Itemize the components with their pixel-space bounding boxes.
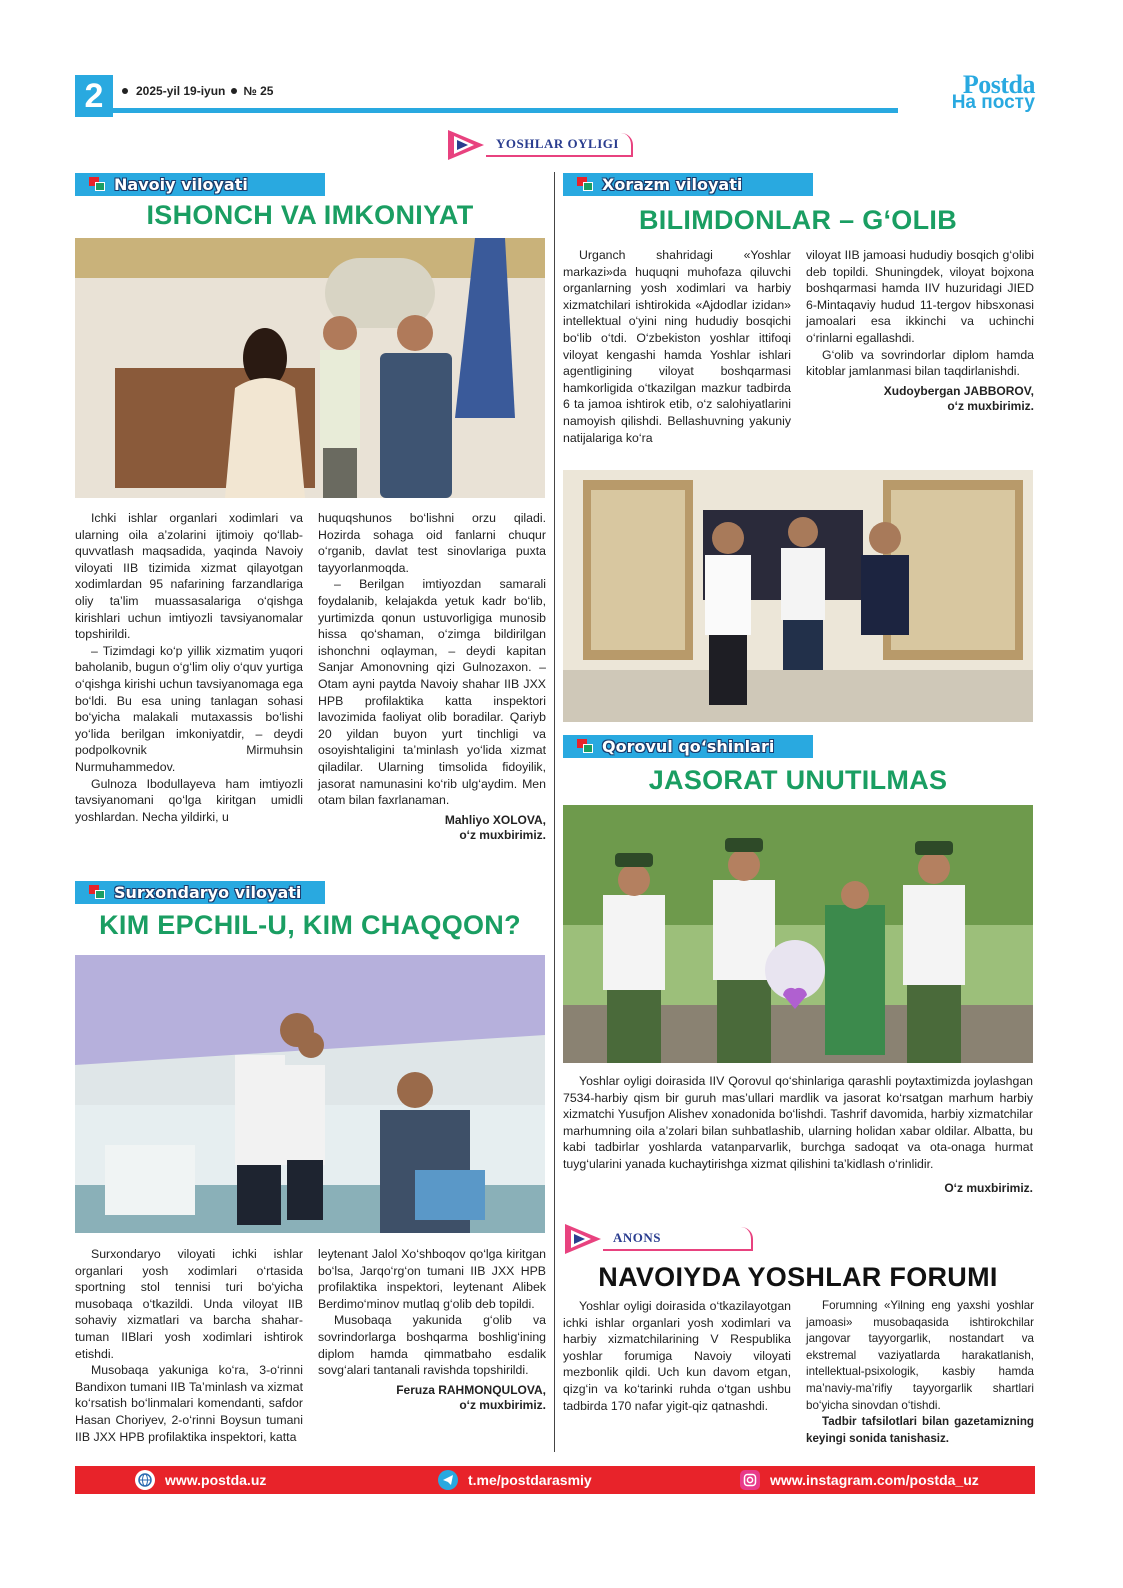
page-number: 2 [75,75,113,117]
article4-body: Yoshlar oyligi doirasida IIV Qorovul qo‘shinlariga qarashli poytaxtimizda joylashgan 7534-harbiy qism bir guruh mas’ullari mardlik va jasorat ko‘rsatgan marhum harbiy xizmatchi Yusufjon Alishev xonadonida bo‘lishdi. Tashrif davomida, harbiy xizmatchilar marhumning oila a’zolari bilan suhbatlashib, ularning holidan xabar oldilar. Albatta, bu kabi tadbirlar yoshlarda vatanparvarlik, burchga sadoqat va ota-onaga hurmat tuyg‘ularini yanada kuchaytirishga xizmat qilishini ta’kidlash o‘rinlidir. O‘z muxbirimiz. [563,1074,1033,1195]
section-label-xorazm: Xorazm viloyati [563,173,813,196]
globe-icon [135,1470,155,1490]
logo-line1: Postda [962,70,1035,99]
headline-2: BILIMDONLAR – G‘OLIB [639,205,957,235]
headline-4: JASORAT UNUTILMAS [648,765,948,795]
section-label-navoiy: Navoiy viloyati [75,173,325,196]
photo-table-tennis [75,955,545,1233]
play-triangle-icon [563,1222,603,1256]
anons-banner [563,1226,753,1252]
section-label-qorovul: Qorovul qo‘shinlari [563,735,813,758]
photo-award-ceremony [75,238,545,498]
footer-bar [75,1466,1035,1494]
section-icon [89,177,106,192]
section-icon [89,885,106,900]
section-icon [577,177,594,192]
instagram-icon [740,1470,760,1490]
rubric-title: YOSHLAR OYLIGI [486,133,633,157]
issue-number: № 25 [243,84,274,98]
article3-col1: Surxondaryo viloyati ichki ishlar organlari yosh xodimlari o‘rtasida sportning stol tennisi turi bo‘yicha musobaqa o‘tkazildi. Unda viloyat IIB sohaviy xizmatlari va barcha shahar-tuman IIBlari yosh xodimlari ishtirok etishdi. Musobaqa yakuniga ko‘ra, 3-o‘rinni Bandixon tumani IIB Ta’minlash va xizmat ko‘rsatish bo‘linmalari komendanti, safdor Hasan Choriyev, 2-o‘rinni Boysun tumani IIB JXX HPB profilaktika inspektori, katta [75,1247,303,1444]
article5-col1: Yoshlar oyligi doirasida o‘tkazilayotgan ichki ishlar organlari yosh xodimlari va harbiy xizmatchilarining V Respublika yoshlar forumiga Navoiy viloyati mezbonlik qildi. Uch kun davom etgan, qizg‘in va ko‘tarinki ruhda o‘tgan ushbu tadbirda 170 nafar yigit-qiz qatnashdi. [563,1299,791,1413]
byline: Feruza RAHMONQULOVA, o‘z muxbirimiz. [396,1382,546,1412]
article2-col2: viloyat IIB jamoasi hududiy bosqich g‘olibi deb topildi. Shuningdek, viloyat bojxona boshqarmasi hamda IIV huzuridagi JIED 6-Mintaqaviy hudud 11-tergov hibsxonasi jamoalari esa ikkinchi va uchinchi o‘rinlarni egallashdi. G‘olib va sovrindorlar diplom hamda kitoblar jamlanmasi bilan taqdirlanishdi. Xudoybergan JABBOROV, o‘z muxbirimiz. [806,248,1034,413]
play-triangle-icon [446,128,486,162]
newspaper-logo[interactable] [910,72,1035,112]
headline-5: NAVOIYDA YOSHLAR FORUMI [598,1262,998,1292]
byline: Mahliyo XOLOVA, o‘z muxbirimiz. [444,812,546,842]
headline-1: ISHONCH VA IMKONIYAT [146,200,474,230]
issue-date: 2025-yil 19-iyun [136,84,226,98]
telegram-icon [438,1470,458,1490]
headline-3: KIM EPCHIL-U, KIM CHAQQON? [99,910,521,940]
article1-col1: Ichki ishlar organlari xodimlari va ularning oila a’zolarini ijtimoiy qo‘llab-quvvatlash maqsadida, yaqinda Navoiy viloyati IIB tizimida xizmat qilayotgan xodimlardan 95 nafarining farzandlariga oliy ta’lim muassasalariga o‘qishga kirishlari uchun imtiyozli tavsiyanomalar topshirildi. – Tizimdagi ko‘p yillik xizmatim yuqori baholanib, bugun o‘g‘lim oliy o‘quv yurtiga o‘qishga kirishi uchun tavsiyanomaga ega bo‘ldi. Bu esa uning tanlagan sohasi bo‘yicha malakali mutaxassis bo‘lishi yo‘lida berilgan imkoniyatdir, – deydi podpolkovnik Mirmuhsin Nurmuhammedov. Gulnoza Ibodullayeva ham imtiyozli tavsiyanomani qo‘lga kiritgan umidli yoshlardan. Necha yildirki, u [75,511,303,824]
photo-soldiers-visit [563,805,1033,1063]
article5-col2: Forumning «Yilning eng yaxshi yoshlar jamoasi» musobaqasida ishtirokchilar jangovar tayyorgarlik, nostandart va ekstremal vaziyatlarda harakatlanish, intellektual-psixologik, kasbiy hamda ma’naviy-ma’rifiy tayyorgarlik shartlari bo‘yicha sinovdan o‘tishdi. Tadbir tafsilotlari bilan gazetamizning keyingi sonida tanishasiz. [806,1299,1034,1445]
column-divider [554,172,555,1452]
logo-line2: На посту [951,92,1035,113]
header-rule [113,108,898,113]
footer-telegram-link[interactable]: t.me/postdarasmiy [438,1470,592,1490]
article1-col2: huquqshunos bo‘lishni orzu qiladi. Hozirda sohaga oid fanlarni chuqur o‘rganib, davlat test sinovlariga puxta tayyorlanmoqda. – Berilgan imtiyozdan samarali foydalanib, kelajakda yetuk kadr bo‘lib, yurtimizda qonun ustuvorligiga munosib hissa qo‘shaman, o‘zimga bildirilgan ishonchni oqlayman, – deydi kapitan Sanjar Amonovning qizi Gulnozaxon. – Otam ayni paytda Navoiy shahar IIB JXX HPB profilaktika katta inspektori lavozimida faoliyat olib boradilar. Qariyb 20 yildan buyon yurt tinchligi va osoyishtaligini ta’minlash yo‘lida xizmat qiladilar. Ularning timsolida fidoyilik, jasorat namunasini ko‘rib ulg‘aydim. Men otam bilan faxrlanaman. Mahliyo XOLOVA, o‘z muxbirimiz. [318,511,546,842]
section-label-surxondaryo: Surxondaryo viloyati [75,881,325,904]
rubric-banner [446,132,633,158]
byline: Xudoybergan JABBOROV, o‘z muxbirimiz. [883,383,1034,413]
section-icon [577,739,594,754]
photo-library-winners [563,470,1033,722]
article3-col2: leytenant Jalol Xo‘shboqov qo‘lga kiritgan bo‘lsa, Jarqo‘rg‘on tumani IIB JXX HPB profilaktika inspektori, leytenant Alibek Berdimo‘minov mutlaq g‘olib deb topildi. Musobaqa yakunida g‘olib va sovrindorlarga boshqarma boshlig‘ining diplom hamda qimmatbaho esdalik sovg‘alari tantanali ravishda topshirildi. Feruza RAHMONQULOVA, o‘z muxbirimiz. [318,1247,546,1412]
byline: O‘z muxbirimiz. [944,1180,1033,1195]
article2-col1: Urganch shahridagi «Yoshlar markazi»da huquqni muhofaza qiluvchi organlarning yosh xodimlari va harbiy xizmatchilari ishtirokida «Ajdodlar izidan» intellektual o‘yini ning hududiy bosqichi bo‘lib o‘tdi. O‘zbekiston yoshlar ittifoqi viloyat kengashi hamda Yoshlar ishlari agentligining viloyat boshqarmasi hamkorligida o‘tkazilgan mazkur tadbirda 6 ta jamoa ishtirok etib, o‘z salohiyatlarini namoyish qilishdi. Bellashuvning yakuniy natijalariga ko‘ra [563,248,791,445]
anons-title: ANONS [603,1227,753,1251]
footer-website-link[interactable]: www.postda.uz [135,1470,266,1490]
issue-info [122,84,273,98]
footer-instagram-link[interactable]: www.instagram.com/postda_uz [740,1470,979,1490]
